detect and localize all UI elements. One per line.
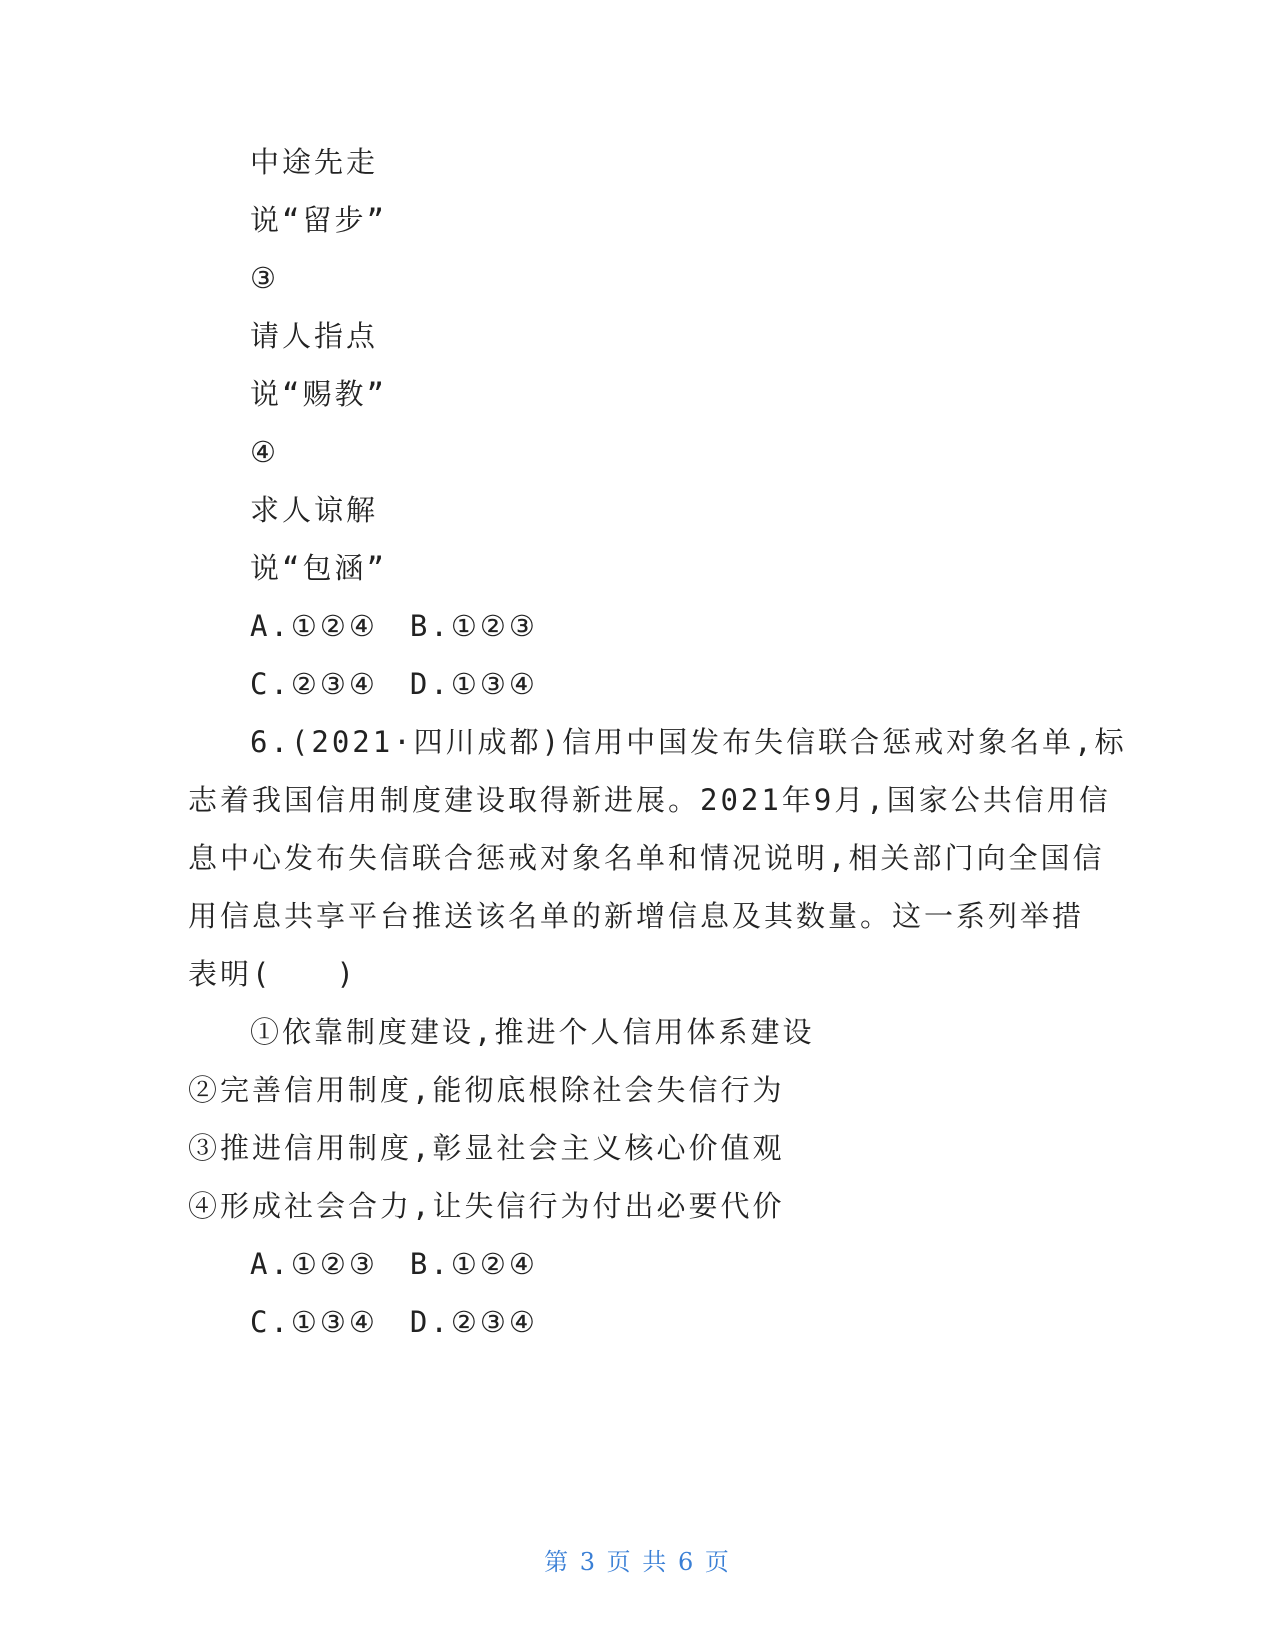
statement-item: ②完善信用制度,能彻底根除社会失信行为 [188, 1073, 785, 1107]
text-line: 请人指点 [250, 319, 379, 353]
text-line: ③ [250, 261, 279, 295]
question-stem: 息中心发布失信联合惩戒对象名单和情况说明,相关部门向全国信 [188, 841, 1105, 875]
text-line: 说“赐教” [250, 377, 387, 411]
text-line: 说“留步” [250, 203, 387, 237]
question-stem: 6.(2021·四川成都)信用中国发布失信联合惩戒对象名单,标 [250, 725, 1127, 759]
question-stem: 用信息共享平台推送该名单的新增信息及其数量。这一系列举措 [188, 899, 1085, 933]
answer-options: C.②③④ D.①③④ [250, 667, 538, 701]
text-line: 中途先走 [250, 145, 379, 179]
statement-item: ①依靠制度建设,推进个人信用体系建设 [250, 1015, 815, 1049]
text-line: 求人谅解 [250, 493, 379, 527]
page-footer: 第 3 页 共 6 页 [544, 1548, 731, 1576]
statement-item: ③推进信用制度,彰显社会主义核心价值观 [188, 1131, 785, 1165]
question-stem: 志着我国信用制度建设取得新进展。2021年9月,国家公共信用信 [188, 783, 1111, 817]
answer-options: A.①②③ B.①②④ [250, 1247, 538, 1281]
answer-options: C.①③④ D.②③④ [250, 1305, 538, 1339]
answer-options: A.①②④ B.①②③ [250, 609, 538, 643]
question-stem: 表明( ) [188, 957, 357, 991]
statement-item: ④形成社会合力,让失信行为付出必要代价 [188, 1189, 785, 1223]
text-line: ④ [250, 435, 279, 469]
text-line: 说“包涵” [250, 551, 387, 585]
